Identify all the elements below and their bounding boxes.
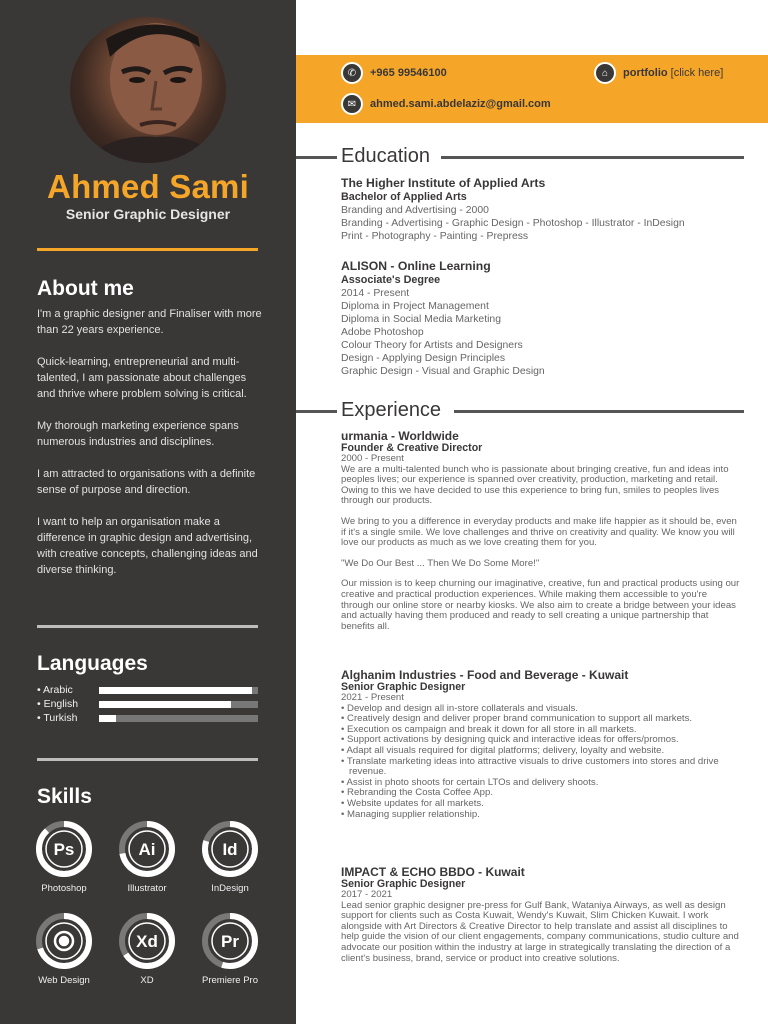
premiere-pro-icon (202, 913, 258, 969)
education-line: Adobe Photoshop (341, 327, 424, 338)
portfolio-label: portfolio (623, 67, 668, 79)
email-icon: ✉ (341, 93, 363, 115)
about-paragraph: I am attracted to organisations with a definite sense of purpose and direction. (37, 468, 256, 496)
skill-label: Illustrator (127, 883, 167, 894)
list-item: • Adapt all visuals required for digital platforms; delivery, loyalty and website. (341, 746, 741, 757)
job-period: 2000 - Present (341, 453, 404, 464)
languages-heading: Languages (37, 652, 148, 675)
list-item: • Creatively design and deliver proper brand communication to support all markets. (341, 714, 741, 725)
illustrator-icon (119, 821, 175, 877)
education-section-header (296, 145, 744, 167)
job-description: We bring to you a difference in everyday products and make life happier as it should be, even if it's a single smile. We love challenges and thrive on creativity and quality. We know you will love our products as much as we love creating them for you. (341, 515, 737, 549)
about-paragraph: Quick-learning, entrepreneurial and multi-talented, I am passionate about challenges and thrive where problem solving is critical. (37, 356, 247, 400)
education-line: Branding - Advertising - Graphic Design - Photoshop - Illustrator - InDesign (341, 218, 685, 229)
job-period: 2017 - 2021 (341, 889, 393, 900)
education-entry (341, 259, 741, 378)
education-entry (341, 176, 741, 243)
language-row (37, 698, 258, 712)
about-paragraph: My thorough marketing experience spans numerous industries and disciplines. (37, 420, 239, 448)
about-text (37, 306, 267, 594)
header-rule (296, 156, 337, 159)
skill-label: XD (140, 975, 154, 986)
skill-illustrator (107, 821, 187, 894)
company-name: Alghanim Industries - Food and Beverage - Kuwait (341, 668, 629, 682)
list-item: • Translate marketing ideas into attractive visuals to drive customers into stores and drive revenue. (341, 757, 741, 778)
skill-web-design (24, 913, 104, 986)
header-rule (441, 156, 744, 159)
portfolio-contact[interactable] (594, 62, 723, 84)
phone-icon: ✆ (341, 62, 363, 84)
list-item: • Website updates for all markets. (341, 799, 741, 810)
list-item: • Rebranding the Costa Coffee App. (341, 788, 741, 799)
language-label: • Arabic (37, 684, 73, 696)
company-name: IMPACT & ECHO BBDO - Kuwait (341, 865, 525, 879)
list-item: • Managing supplier relationship. (341, 810, 741, 821)
list-item: • Support activations by designing quick and interactive ideas for offers/promos. (341, 735, 741, 746)
phone-number: +965 99546100 (370, 67, 447, 79)
xd-icon (119, 913, 175, 969)
education-line: Print - Photography - Painting - Prepress (341, 231, 529, 242)
education-line: Graphic Design - Visual and Graphic Design (341, 366, 545, 377)
skills-heading: Skills (37, 785, 92, 808)
education-line: Design - Applying Design Principles (341, 353, 506, 364)
job-role: Senior Graphic Designer (341, 878, 466, 890)
skill-label: Premiere Pro (202, 975, 258, 986)
list-item: • Execution os campaign and break it down for all store in all markets. (341, 725, 741, 736)
language-row (37, 712, 258, 726)
school-name: ALISON - Online Learning (341, 259, 491, 273)
experience-section-header (296, 399, 744, 421)
divider (37, 248, 258, 251)
header-rule (296, 410, 337, 413)
skill-abbr: Xd (136, 932, 158, 951)
target-icon-ring (60, 937, 68, 945)
language-bar (99, 701, 258, 708)
about-paragraph: I want to help an organisation make a difference in graphic design and advertising, with creative concepts, challenging ideas and diverse thinking. (37, 516, 258, 576)
degree-name: Bachelor of Applied Arts (341, 191, 467, 203)
about-heading: About me (37, 277, 134, 300)
divider (37, 625, 258, 628)
skill-premiere-pro (190, 913, 270, 986)
indesign-icon (202, 821, 258, 877)
email-address: ahmed.sami.abdelaziz@gmail.com (370, 98, 551, 110)
language-bar-fill (99, 715, 116, 722)
experience-entry (341, 866, 741, 974)
job-role: Founder & Creative Director (341, 442, 483, 454)
experience-entry (341, 430, 741, 642)
company-name: urmania - Worldwide (341, 429, 459, 443)
skill-abbr: Id (222, 840, 238, 859)
school-name: The Higher Institute of Applied Arts (341, 176, 546, 190)
experience-entry (341, 669, 741, 820)
skill-xd (107, 913, 187, 986)
degree-name: Associate's Degree (341, 274, 441, 286)
skill-label: Photoshop (41, 883, 87, 894)
language-bar-fill (99, 701, 231, 708)
education-line: Branding and Advertising - 2000 (341, 205, 489, 216)
education-heading: Education (341, 145, 433, 168)
divider (37, 758, 258, 761)
profile-title: Senior Graphic Designer (65, 206, 231, 222)
photoshop-icon (36, 821, 92, 877)
language-bar (99, 687, 258, 694)
skill-label: InDesign (211, 883, 249, 894)
language-bar (99, 715, 258, 722)
skill-photoshop (24, 821, 104, 894)
language-bar-fill (99, 687, 252, 694)
portfolio-link[interactable]: [click here] (670, 67, 724, 79)
language-row (37, 684, 258, 698)
email-contact[interactable] (341, 93, 551, 115)
language-label: • English (37, 698, 79, 710)
education-line: 2014 - Present (341, 288, 410, 299)
profile-photo (70, 17, 226, 163)
education-line: Diploma in Social Media Marketing (341, 314, 501, 325)
skill-abbr: Pr (221, 932, 239, 951)
education-line: Diploma in Project Management (341, 301, 489, 312)
job-period: 2021 - Present (341, 692, 404, 703)
profile-name: Ahmed Sami (47, 168, 249, 205)
job-description: "We Do Our Best ... Then We Do Some More!" (341, 557, 540, 569)
experience-heading: Experience (341, 399, 444, 422)
skill-label: Web Design (38, 975, 90, 986)
language-label: • Turkish (37, 712, 78, 724)
phone-contact[interactable] (341, 62, 447, 84)
list-item: • Assist in photo shoots for certain LTOs and delivery shoots. (341, 778, 741, 789)
responsibility-list (341, 704, 741, 821)
education-line: Colour Theory for Artists and Designers (341, 340, 523, 351)
job-description: Lead senior graphic designer pre-press for Gulf Bank, Wataniya Airways, as well as design support for clients such as Costa Kuwait, Wendy's Kuwait, Slim Chicken Kuwait. I work alongside with Art Directors & Creative Director to help translate and assist all disciplines to help guide the vision of our client engagements, company communications, studio culture and advocate our position within the industry at large in strategically translating the direction of a client's business, brand, service or product into creative solutions. (341, 899, 739, 964)
target-icon (36, 913, 92, 969)
header-rule (454, 410, 744, 413)
job-description: Our mission is to keep churning our imaginative, creative, fun and practical products using our creative and practical production experiences. While making them accessible to you're through our online store or nearby kiosks. We also aim to create a bridge between your ideas and actually having them produced and ready to sell creating a unique partnership that benefits all. (341, 578, 740, 632)
portfolio-icon: ⌂ (594, 62, 616, 84)
skill-abbr: Ps (53, 840, 75, 859)
job-description: We are a multi-talented bunch who is passionate about bringing creative, fun and ideas into peoples lives; our experience is spanned over creativity, production, marketing and retail. Owing to this we have decided to use this experience to bring fun, smiles to peoples lives through our products. (341, 463, 729, 507)
list-item: • Develop and design all in-store collaterals and visuals. (341, 704, 741, 715)
skill-indesign (190, 821, 270, 894)
skill-abbr: Ai (138, 840, 156, 859)
about-paragraph: I'm a graphic designer and Finaliser with more than 22 years experience. (37, 308, 262, 336)
job-role: Senior Graphic Designer (341, 681, 466, 693)
